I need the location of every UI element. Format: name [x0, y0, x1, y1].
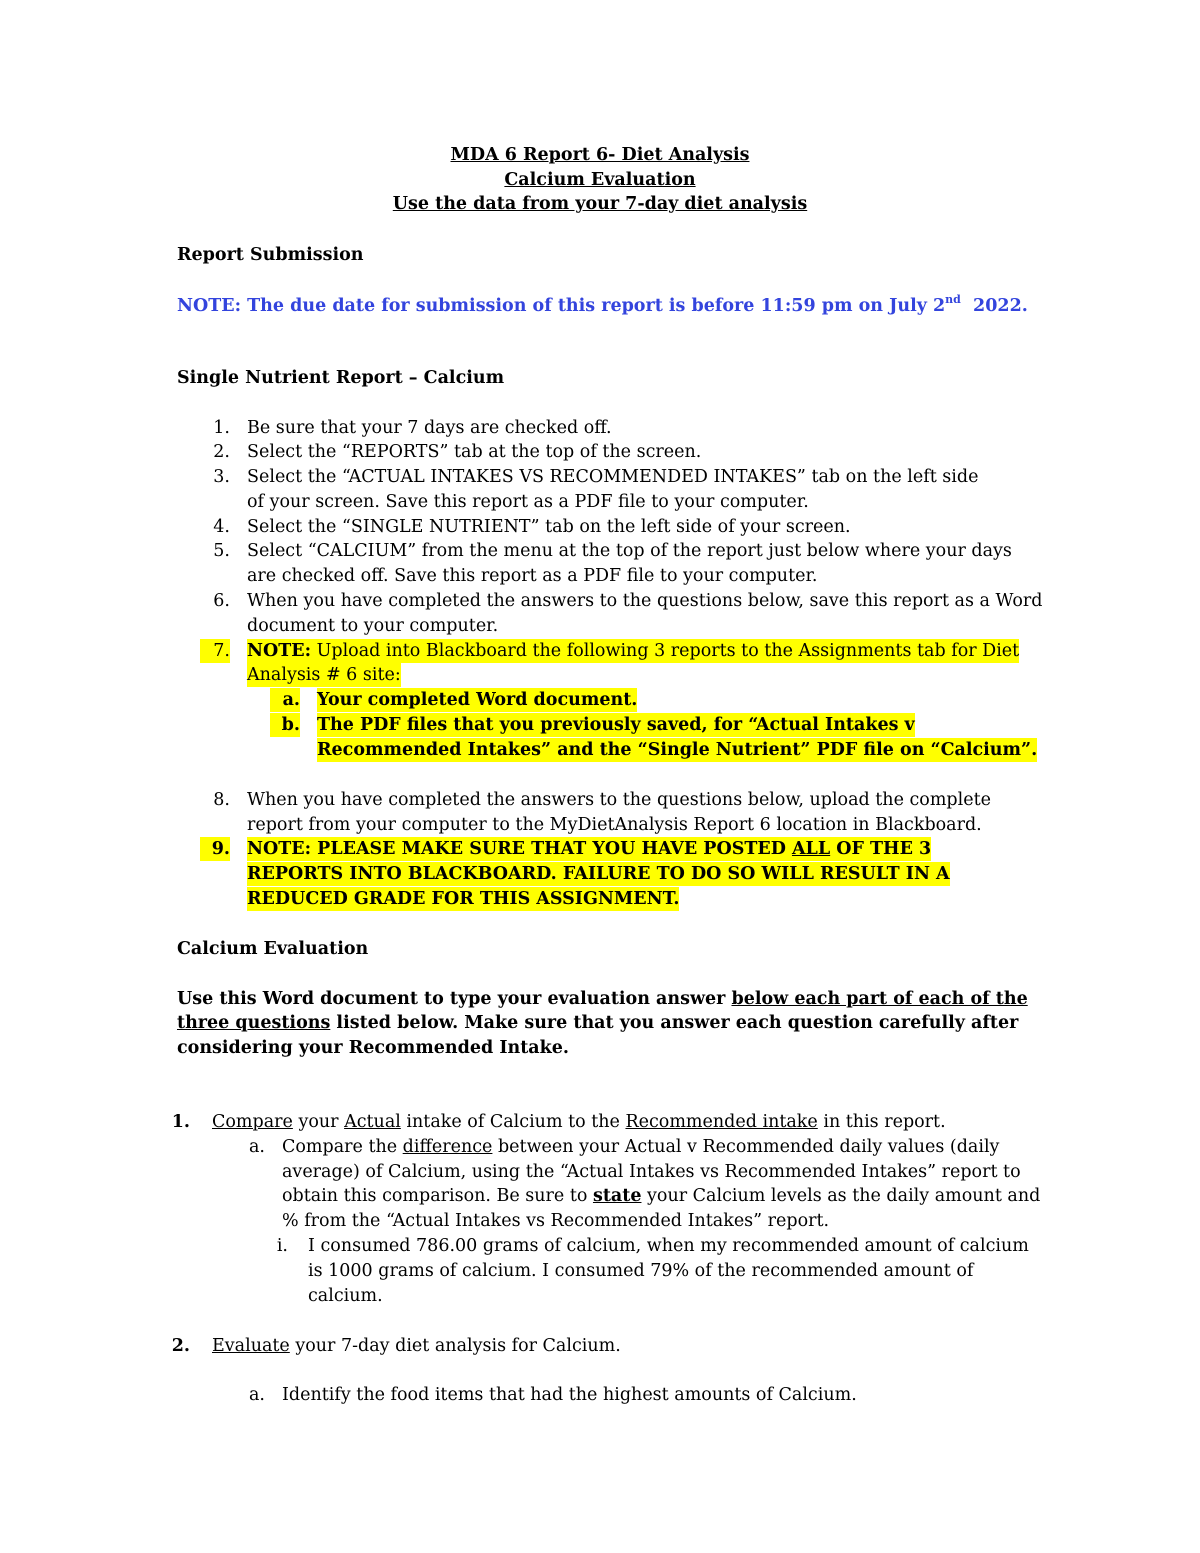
q2-evaluate: Evaluate	[212, 1336, 290, 1356]
evaluation-intro-line3: considering your Recommended Intake.	[177, 1038, 569, 1058]
due-date-year: 2022.	[960, 296, 1028, 316]
single-nutrient-heading: Single Nutrient Report – Calcium	[177, 368, 505, 388]
sub-item-label: a.	[249, 1137, 265, 1157]
document-instruction: Use the data from your 7-day diet analysis	[392, 194, 808, 214]
q1a-text: Compare the	[282, 1137, 403, 1157]
sub-sub-item-label: i.	[276, 1236, 288, 1256]
step-number: 8.	[213, 790, 230, 810]
step7-line2: Analysis # 6 site:	[247, 665, 401, 685]
answer-line: is 1000 grams of calcium. I consumed 79% of the recommended amount of	[308, 1261, 974, 1281]
step9-text: OF THE 3	[830, 839, 932, 859]
intro-emphasis: three questions	[177, 1013, 331, 1033]
step-number: 9.	[200, 837, 230, 861]
answer-line: calcium.	[308, 1286, 383, 1306]
answer-line: I consumed 786.00 grams of calcium, when my recommended amount of calcium	[308, 1236, 1029, 1256]
step-text: Select the “SINGLE NUTRIENT” tab on the left side of your screen.	[247, 517, 851, 537]
document-subtitle: Calcium Evaluation	[504, 170, 696, 190]
sub-item-text: The PDF files that you previously saved, for “Actual Intakes v	[317, 715, 915, 735]
step7-line1	[247, 639, 1019, 663]
step-number: 4.	[213, 517, 230, 537]
step9-text: NOTE: PLEASE MAKE SURE THAT YOU HAVE POSTED	[247, 839, 792, 859]
step7-note-label: NOTE:	[247, 641, 312, 661]
step-text: Be sure that your 7 days are checked off.	[247, 418, 612, 438]
step-text: are checked off. Save this report as a PDF file to your computer.	[247, 566, 818, 586]
sub-item-text: Your completed Word document.	[317, 690, 638, 710]
step-number: 7.	[200, 639, 230, 663]
step-text: Select the “ACTUAL INTAKES VS RECOMMENDED INTAKES” tab on the left side	[247, 467, 979, 487]
q1a-text: obtain this comparison. Be sure to	[282, 1186, 593, 1206]
report-submission-heading: Report Submission	[177, 245, 364, 265]
step-number: 1.	[213, 418, 230, 438]
q1-actual: Actual	[344, 1112, 401, 1132]
step-text: report from your computer to the MyDietAnalysis Report 6 location in Blackboard.	[247, 815, 982, 835]
q1a-line4: % from the “Actual Intakes vs Recommended Intakes” report.	[282, 1211, 830, 1231]
q1a-text: your Calcium levels as the daily amount and	[641, 1186, 1041, 1206]
sub-item-label: a.	[270, 688, 300, 712]
intro-text: Use this Word document to type your evaluation answer	[177, 989, 732, 1009]
q2a-text: Identify the food items that had the highest amounts of Calcium.	[282, 1385, 857, 1405]
step-text: of your screen. Save this report as a PDF file to your computer.	[247, 492, 809, 512]
q1-text: intake of Calcium to the	[400, 1112, 626, 1132]
step9-line3: REDUCED GRADE FOR THIS ASSIGNMENT.	[247, 889, 680, 909]
step-text: Select “CALCIUM” from the menu at the top of the report just below where your days	[247, 541, 1012, 561]
question-number: 1.	[171, 1112, 190, 1132]
evaluation-intro-line1	[177, 987, 1028, 1011]
due-date-sup: nd	[945, 293, 961, 306]
document-title: MDA 6 Report 6- Diet Analysis	[450, 145, 750, 165]
step-number: 5.	[213, 541, 230, 561]
q1-text: your	[292, 1112, 345, 1132]
q1a-line3	[282, 1184, 1040, 1208]
intro-emphasis: below each part of each of the	[731, 989, 1028, 1009]
q1-compare: Compare	[212, 1112, 293, 1132]
step-number: 2.	[213, 442, 230, 462]
step-text: document to your computer.	[247, 616, 499, 636]
q1a-state: state	[592, 1186, 642, 1206]
step9-emphasis: ALL	[791, 839, 831, 859]
step-text: When you have completed the answers to the questions below, upload the complete	[247, 790, 991, 810]
sub-item-text: Recommended Intakes” and the “Single Nutrient” PDF file on “Calcium”.	[317, 740, 1038, 760]
step-text: Select the “REPORTS” tab at the top of the screen.	[247, 442, 702, 462]
q2-text: your 7-day diet analysis for Calcium.	[289, 1336, 621, 1356]
q1a-line2: average) of Calcium, using the “Actual Intakes vs Recommended Intakes” report to	[282, 1162, 1021, 1182]
sub-item-label: b.	[270, 713, 300, 737]
calcium-evaluation-heading: Calcium Evaluation	[177, 939, 369, 959]
q1-text: in this report.	[817, 1112, 946, 1132]
step9-line1	[247, 837, 931, 861]
step7-text: Upload into Blackboard the following 3 reports to the Assignments tab for Diet	[311, 641, 1020, 661]
question-2-text	[212, 1334, 621, 1358]
question-number: 2.	[171, 1336, 190, 1356]
evaluation-intro-line2	[177, 1011, 1018, 1035]
q1a-text: between your Actual v Recommended daily values (daily	[492, 1137, 1000, 1157]
intro-text: listed below. Make sure that you answer each question carefully after	[330, 1013, 1019, 1033]
due-date-text: NOTE: The due date for submission of this report is before 11:59 pm on July 2	[177, 296, 946, 316]
question-1-text	[212, 1110, 946, 1134]
step-text: When you have completed the answers to the questions below, save this report as a Word	[247, 591, 1043, 611]
step-number: 6.	[213, 591, 230, 611]
due-date-note	[177, 294, 1028, 318]
q1a-line1	[282, 1135, 999, 1159]
step9-line2: REPORTS INTO BLACKBOARD. FAILURE TO DO SO WILL RESULT IN A	[247, 864, 950, 884]
sub-item-label: a.	[249, 1385, 265, 1405]
q1a-difference: difference	[402, 1137, 493, 1157]
q1-recommended: Recommended intake	[625, 1112, 818, 1132]
step-number: 3.	[213, 467, 230, 487]
